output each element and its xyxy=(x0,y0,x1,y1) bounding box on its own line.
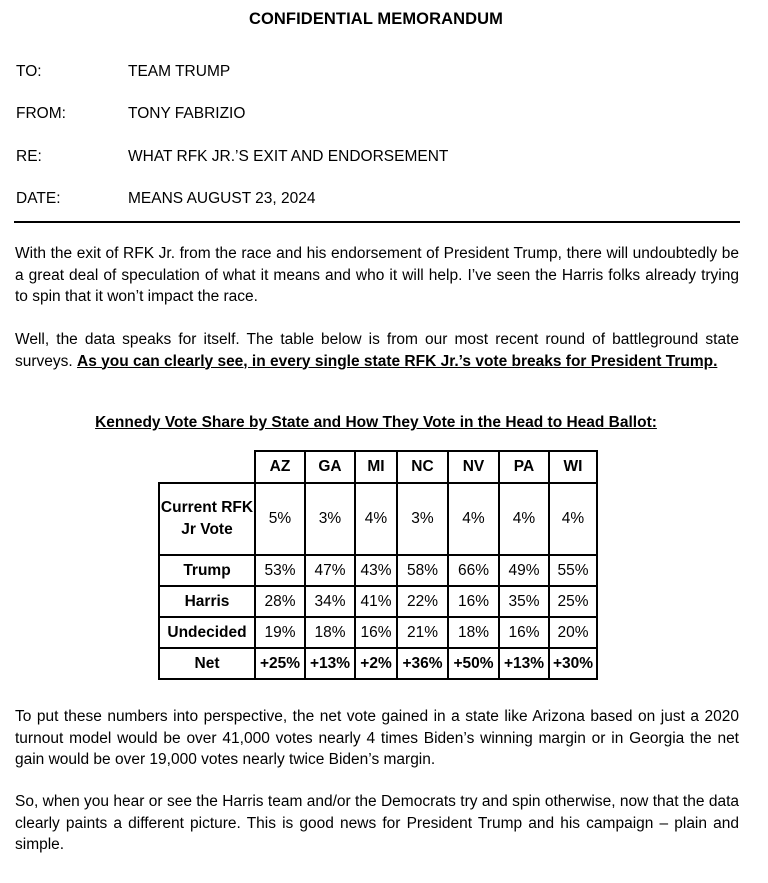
state-header: NV xyxy=(448,451,499,483)
table-cell: 41% xyxy=(355,586,397,617)
row-label: Trump xyxy=(159,555,255,586)
table-cell: 20% xyxy=(549,617,597,648)
paragraph-intro: With the exit of RFK Jr. from the race and his endorsement of President Trump, there will undoubtedly be a great deal of speculation of what it means and who it will help. I’ve seen the Harris folks already trying to spin that it won’t impact the race. xyxy=(15,245,739,305)
table-cell: 58% xyxy=(397,555,448,586)
table-header-row xyxy=(159,451,597,483)
table-cell: 3% xyxy=(305,483,355,555)
table-cell: 4% xyxy=(549,483,597,555)
date-value: MEANS AUGUST 23, 2024 xyxy=(128,190,316,207)
state-header: PA xyxy=(499,451,549,483)
from-value: TONY FABRIZIO xyxy=(128,105,246,122)
table-cell: 4% xyxy=(499,483,549,555)
table-cell: 4% xyxy=(355,483,397,555)
table-cell: 22% xyxy=(397,586,448,617)
memo-title: CONFIDENTIAL MEMORANDUM xyxy=(248,10,504,28)
table-cell: 28% xyxy=(255,586,305,617)
paragraph-data xyxy=(15,329,739,372)
table-row xyxy=(159,586,597,617)
state-header: AZ xyxy=(255,451,305,483)
header-divider xyxy=(14,221,740,223)
table-cell: +36% xyxy=(397,648,448,679)
paragraph-data-text: Well, the data speaks for itself. The table below is from our most recent round of battleground state surveys. xyxy=(15,331,739,370)
state-header: MI xyxy=(355,451,397,483)
table-cell: 5% xyxy=(255,483,305,555)
state-header: NC xyxy=(397,451,448,483)
table-row-net xyxy=(159,648,597,679)
row-label: Undecided xyxy=(159,617,255,648)
table-cell: 21% xyxy=(397,617,448,648)
re-label: RE: xyxy=(16,148,42,165)
table-cell: 55% xyxy=(549,555,597,586)
table-row xyxy=(159,617,597,648)
from-label: FROM: xyxy=(16,105,66,122)
table-cell: 4% xyxy=(448,483,499,555)
table-cell: 66% xyxy=(448,555,499,586)
table-cell: 53% xyxy=(255,555,305,586)
state-header: WI xyxy=(549,451,597,483)
table-cell: +30% xyxy=(549,648,597,679)
table-cell: 16% xyxy=(448,586,499,617)
table-cell: +13% xyxy=(499,648,549,679)
to-label: TO: xyxy=(16,63,42,80)
table-cell: 18% xyxy=(448,617,499,648)
table-cell: 19% xyxy=(255,617,305,648)
table-cell: 35% xyxy=(499,586,549,617)
table-cell: 16% xyxy=(499,617,549,648)
table-row xyxy=(159,555,597,586)
table-cell: 25% xyxy=(549,586,597,617)
paragraph-conclusion: So, when you hear or see the Harris team and/or the Democrats try and spin otherwise, now that the data clearly paints a different picture. This is good news for President Trump and his campaign – plain and simple. xyxy=(15,793,739,853)
to-value: TEAM TRUMP xyxy=(128,63,231,80)
table-cell: +13% xyxy=(305,648,355,679)
table-cell: 49% xyxy=(499,555,549,586)
table-cell: 16% xyxy=(355,617,397,648)
table-cell: 18% xyxy=(305,617,355,648)
row-label: Net xyxy=(159,648,255,679)
paragraph-data-emphasis: As you can clearly see, in every single state RFK Jr.’s vote breaks for President Trump. xyxy=(77,352,718,370)
table-cell: 47% xyxy=(305,555,355,586)
table-corner xyxy=(159,451,255,483)
row-label: Current RFK Jr Vote xyxy=(159,483,255,555)
table-row xyxy=(159,483,597,555)
re-value: WHAT RFK JR.’S EXIT AND ENDORSEMENT xyxy=(128,148,449,165)
table-caption: Kennedy Vote Share by State and How They Vote in the Head to Head Ballot: xyxy=(95,414,657,431)
vote-share-table xyxy=(158,450,598,680)
table-cell: 3% xyxy=(397,483,448,555)
state-header: GA xyxy=(305,451,355,483)
table-cell: +50% xyxy=(448,648,499,679)
paragraph-perspective: To put these numbers into perspective, the net vote gained in a state like Arizona based on just a 2020 turnout model would be over 41,000 votes nearly 4 times Biden’s winning margin or in Georgia the net gain would be over 19,000 votes nearly twice Biden’s margin. xyxy=(15,708,739,768)
row-label: Harris xyxy=(159,586,255,617)
table-cell: 43% xyxy=(355,555,397,586)
table-cell: +2% xyxy=(355,648,397,679)
date-label: DATE: xyxy=(16,190,61,207)
table-cell: 34% xyxy=(305,586,355,617)
table-cell: +25% xyxy=(255,648,305,679)
